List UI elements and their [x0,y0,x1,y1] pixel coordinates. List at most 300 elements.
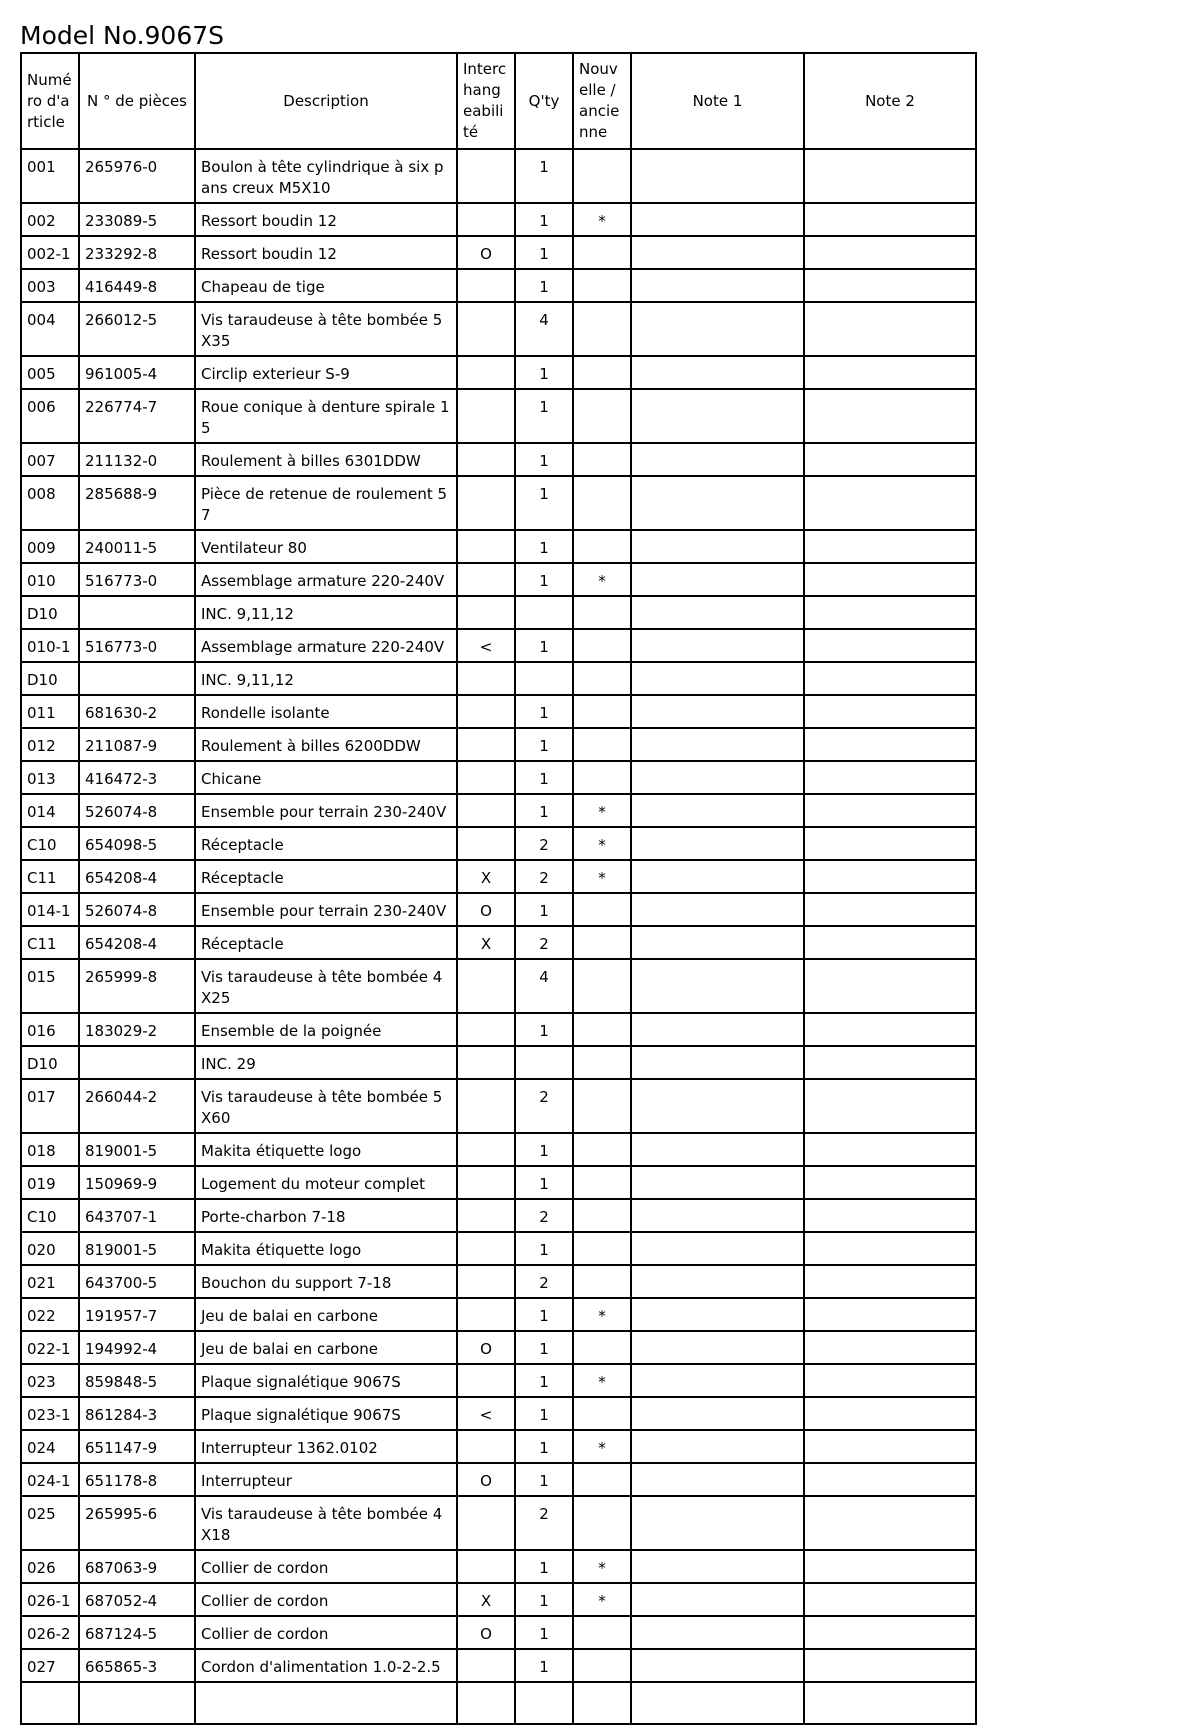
cell-new-old [573,356,631,389]
cell-description: Chapeau de tige [195,269,457,302]
cell-note1 [631,893,804,926]
cell-interchangeability [457,596,515,629]
cell-description: Jeu de balai en carbone [195,1331,457,1364]
cell-description: Roulement à billes 6200DDW [195,728,457,761]
cell-interchangeability [457,1265,515,1298]
cell-item-no: 007 [21,443,79,476]
table-row [21,695,976,728]
cell-qty: 1 [515,1583,573,1616]
cell-note1 [631,1463,804,1496]
cell-item-no: 023 [21,1364,79,1397]
cell-note1 [631,1430,804,1463]
cell-description: Ensemble pour terrain 230-240V [195,893,457,926]
table-row [21,389,976,443]
cell-part-no: 526074-8 [79,794,195,827]
cell-item-no: 001 [21,149,79,203]
cell-note1 [631,629,804,662]
cell-interchangeability: O [457,1331,515,1364]
cell-note1 [631,356,804,389]
cell-note1 [631,959,804,1013]
cell-note1 [631,1133,804,1166]
cell-note1 [631,1166,804,1199]
cell-note1 [631,662,804,695]
header-part-no: N ° de pièces [79,53,195,149]
cell-note1 [631,149,804,203]
cell-note2 [804,389,976,443]
table-row [21,1616,976,1649]
cell-part-no: 819001-5 [79,1133,195,1166]
cell-note2 [804,563,976,596]
cell-new-old [573,530,631,563]
cell-new-old [573,1616,631,1649]
cell-part-no: 643700-5 [79,1265,195,1298]
cell-new-old [573,1199,631,1232]
cell-interchangeability [457,1013,515,1046]
parts-table [20,52,977,1725]
header-row [21,53,976,149]
cell-item-no: 014 [21,794,79,827]
table-row [21,1079,976,1133]
cell-item-no: 025 [21,1496,79,1550]
cell-note2 [804,695,976,728]
parts-body [21,149,976,1724]
cell-part-no: 211132-0 [79,443,195,476]
cell-part-no: 416472-3 [79,761,195,794]
cell-description: INC. 29 [195,1046,457,1079]
cell-qty [515,662,573,695]
cell-item-no: 002-1 [21,236,79,269]
cell-note2 [804,1265,976,1298]
page-title: Model No.9067S [20,21,225,50]
cell-interchangeability [457,1496,515,1550]
cell-interchangeability: O [457,236,515,269]
cell-qty: 1 [515,149,573,203]
cell-note2 [804,1463,976,1496]
cell-new-old: * [573,794,631,827]
cell-new-old [573,1166,631,1199]
table-row [21,1046,976,1079]
cell-description: Logement du moteur complet [195,1166,457,1199]
cell-note1 [631,695,804,728]
cell-interchangeability [457,269,515,302]
cell-item-no: 006 [21,389,79,443]
cell-part-no: 654208-4 [79,860,195,893]
cell-new-old [573,149,631,203]
cell-qty: 1 [515,203,573,236]
cell-description: Plaque signalétique 9067S [195,1364,457,1397]
cell-interchangeability [457,959,515,1013]
cell-note1 [631,1397,804,1430]
cell-qty: 1 [515,1232,573,1265]
cell-note2 [804,1550,976,1583]
table-row [21,203,976,236]
cell-note1 [631,530,804,563]
cell-description: Plaque signalétique 9067S [195,1397,457,1430]
cell-interchangeability [457,1166,515,1199]
cell-new-old [573,761,631,794]
cell-new-old [573,926,631,959]
cell-item-no: 015 [21,959,79,1013]
cell-note1 [631,269,804,302]
cell-interchangeability: < [457,1397,515,1430]
cell-description: Collier de cordon [195,1616,457,1649]
cell-qty: 2 [515,827,573,860]
cell-item-no: 010-1 [21,629,79,662]
cell-part-no: 516773-0 [79,629,195,662]
table-row [21,1133,976,1166]
cell-note1 [631,1616,804,1649]
cell-description: Rondelle isolante [195,695,457,728]
cell-new-old [573,893,631,926]
cell-note1 [631,389,804,443]
cell-note1 [631,794,804,827]
header-qty: Q'ty [515,53,573,149]
cell-note1 [631,1046,804,1079]
cell-qty: 1 [515,236,573,269]
cell-qty: 2 [515,1265,573,1298]
cell-interchangeability: X [457,926,515,959]
cell-item-no: 024-1 [21,1463,79,1496]
cell-note1 [631,1079,804,1133]
table-row [21,443,976,476]
cell-interchangeability [457,389,515,443]
table-row [21,1232,976,1265]
cell-interchangeability [457,1364,515,1397]
header-description: Description [195,53,457,149]
cell-interchangeability [457,476,515,530]
cell-item-no: 027 [21,1649,79,1682]
cell-description: Roue conique à denture spirale 15 [195,389,457,443]
cell-qty [515,1046,573,1079]
cell-description: Assemblage armature 220-240V [195,629,457,662]
cell-part-no: 654208-4 [79,926,195,959]
cell-new-old: * [573,1430,631,1463]
cell-interchangeability [457,794,515,827]
cell-qty: 1 [515,530,573,563]
cell-item-no: 010 [21,563,79,596]
cell-qty: 1 [515,1364,573,1397]
cell-interchangeability [457,695,515,728]
cell-new-old: * [573,860,631,893]
cell-part-no: 516773-0 [79,563,195,596]
cell-item-no: C10 [21,827,79,860]
header-item-no: Numéro d'article [21,53,79,149]
table-row [21,827,976,860]
cell-description: Vis taraudeuse à tête bombée 5X35 [195,302,457,356]
cell-note2 [804,530,976,563]
cell-note2 [804,1397,976,1430]
cell-part-no: 266044-2 [79,1079,195,1133]
cell-qty: 1 [515,443,573,476]
cell-new-old [573,596,631,629]
cell-note2 [804,629,976,662]
table-row [21,356,976,389]
cell-item-no: 020 [21,1232,79,1265]
cell-description: INC. 9,11,12 [195,662,457,695]
cell-qty: 1 [515,1397,573,1430]
cell-empty [21,1682,79,1724]
cell-note2 [804,959,976,1013]
table-row [21,1364,976,1397]
cell-description: Cordon d'alimentation 1.0-2-2.5 [195,1649,457,1682]
cell-note1 [631,302,804,356]
cell-note2 [804,1649,976,1682]
cell-new-old [573,728,631,761]
cell-description: INC. 9,11,12 [195,596,457,629]
cell-interchangeability [457,1649,515,1682]
cell-note2 [804,1133,976,1166]
cell-note1 [631,1364,804,1397]
table-row [21,1583,976,1616]
cell-interchangeability [457,530,515,563]
cell-description: Ensemble pour terrain 230-240V [195,794,457,827]
cell-qty: 1 [515,563,573,596]
cell-item-no: 024 [21,1430,79,1463]
cell-note1 [631,1550,804,1583]
cell-interchangeability: O [457,893,515,926]
cell-item-no: 016 [21,1013,79,1046]
cell-part-no: 226774-7 [79,389,195,443]
cell-note2 [804,1046,976,1079]
cell-qty: 2 [515,1079,573,1133]
cell-part-no: 240011-5 [79,530,195,563]
cell-item-no: 026-1 [21,1583,79,1616]
cell-description: Jeu de balai en carbone [195,1298,457,1331]
cell-interchangeability [457,662,515,695]
cell-note1 [631,728,804,761]
cell-item-no: 022 [21,1298,79,1331]
table-row [21,1496,976,1550]
cell-part-no: 194992-4 [79,1331,195,1364]
cell-note1 [631,563,804,596]
cell-note2 [804,860,976,893]
cell-part-no: 651178-8 [79,1463,195,1496]
cell-part-no [79,662,195,695]
table-row [21,563,976,596]
cell-qty: 1 [515,1013,573,1046]
cell-qty: 2 [515,1199,573,1232]
cell-note1 [631,1265,804,1298]
cell-note2 [804,356,976,389]
cell-qty: 2 [515,860,573,893]
cell-description: Makita étiquette logo [195,1133,457,1166]
cell-qty: 1 [515,728,573,761]
cell-note2 [804,269,976,302]
table-row [21,959,976,1013]
cell-note1 [631,596,804,629]
cell-note2 [804,149,976,203]
cell-note2 [804,893,976,926]
cell-note2 [804,1298,976,1331]
cell-qty: 1 [515,269,573,302]
cell-note1 [631,1013,804,1046]
cell-description: Chicane [195,761,457,794]
cell-new-old [573,1013,631,1046]
cell-qty: 1 [515,893,573,926]
cell-interchangeability: O [457,1616,515,1649]
table-row [21,1199,976,1232]
cell-description: Boulon à tête cylindrique à six pans creux M5X10 [195,149,457,203]
cell-description: Assemblage armature 220-240V [195,563,457,596]
cell-description: Ressort boudin 12 [195,203,457,236]
cell-description: Ressort boudin 12 [195,236,457,269]
cell-part-no: 687052-4 [79,1583,195,1616]
cell-new-old [573,389,631,443]
cell-empty [79,1682,195,1724]
cell-description: Collier de cordon [195,1583,457,1616]
cell-part-no: 681630-2 [79,695,195,728]
cell-qty: 1 [515,794,573,827]
header-interchangeability: Interchangeabilité [457,53,515,149]
cell-new-old [573,1331,631,1364]
cell-note2 [804,728,976,761]
cell-part-no: 654098-5 [79,827,195,860]
table-row [21,794,976,827]
table-row [21,1166,976,1199]
header-note1: Note 1 [631,53,804,149]
cell-interchangeability [457,1046,515,1079]
cell-item-no: D10 [21,1046,79,1079]
table-row [21,530,976,563]
cell-interchangeability [457,1550,515,1583]
cell-note2 [804,1199,976,1232]
cell-description: Vis taraudeuse à tête bombée 4X18 [195,1496,457,1550]
cell-qty: 2 [515,926,573,959]
cell-description: Ensemble de la poignée [195,1013,457,1046]
cell-qty: 1 [515,389,573,443]
cell-empty [804,1682,976,1724]
cell-interchangeability [457,1079,515,1133]
cell-part-no: 861284-3 [79,1397,195,1430]
cell-item-no: 019 [21,1166,79,1199]
cell-qty: 1 [515,1550,573,1583]
table-row [21,1013,976,1046]
cell-description: Porte-charbon 7-18 [195,1199,457,1232]
cell-part-no: 651147-9 [79,1430,195,1463]
table-row [21,1550,976,1583]
cell-interchangeability [457,563,515,596]
cell-item-no: 013 [21,761,79,794]
cell-part-no: 265976-0 [79,149,195,203]
cell-new-old [573,629,631,662]
cell-part-no: 265999-8 [79,959,195,1013]
cell-description: Pièce de retenue de roulement 57 [195,476,457,530]
cell-note1 [631,1583,804,1616]
cell-part-no: 150969-9 [79,1166,195,1199]
cell-qty: 1 [515,476,573,530]
cell-note1 [631,761,804,794]
table-row [21,629,976,662]
cell-new-old: * [573,1550,631,1583]
cell-note1 [631,860,804,893]
table-row [21,761,976,794]
cell-description: Collier de cordon [195,1550,457,1583]
cell-new-old: * [573,827,631,860]
cell-new-old: * [573,1298,631,1331]
cell-note1 [631,1649,804,1682]
cell-qty: 1 [515,1298,573,1331]
cell-interchangeability [457,761,515,794]
cell-qty: 2 [515,1496,573,1550]
cell-item-no: 026 [21,1550,79,1583]
cell-note1 [631,1496,804,1550]
cell-note2 [804,596,976,629]
cell-qty: 4 [515,302,573,356]
cell-qty: 1 [515,1331,573,1364]
cell-note2 [804,1430,976,1463]
cell-note1 [631,827,804,860]
cell-qty: 1 [515,761,573,794]
cell-interchangeability: X [457,860,515,893]
cell-item-no: D10 [21,596,79,629]
cell-note1 [631,926,804,959]
table-row [21,893,976,926]
cell-item-no: 004 [21,302,79,356]
cell-note2 [804,761,976,794]
table-row [21,728,976,761]
cell-empty [195,1682,457,1724]
cell-item-no: 023-1 [21,1397,79,1430]
table-row [21,269,976,302]
cell-empty [631,1682,804,1724]
cell-interchangeability [457,356,515,389]
table-row [21,926,976,959]
cell-new-old: * [573,1364,631,1397]
cell-part-no: 526074-8 [79,893,195,926]
table-row [21,149,976,203]
cell-new-old [573,1397,631,1430]
cell-interchangeability [457,443,515,476]
table-row [21,476,976,530]
cell-note1 [631,1232,804,1265]
cell-part-no: 183029-2 [79,1013,195,1046]
table-row [21,1397,976,1430]
cell-item-no: 009 [21,530,79,563]
cell-description: Bouchon du support 7-18 [195,1265,457,1298]
cell-part-no: 665865-3 [79,1649,195,1682]
table-row [21,662,976,695]
table-row [21,1430,976,1463]
cell-part-no [79,1046,195,1079]
cell-note1 [631,1199,804,1232]
cell-description: Interrupteur [195,1463,457,1496]
cell-part-no [79,596,195,629]
cell-note2 [804,1496,976,1550]
cell-part-no: 191957-7 [79,1298,195,1331]
cell-note2 [804,1331,976,1364]
cell-note1 [631,1298,804,1331]
cell-new-old [573,1649,631,1682]
cell-description: Réceptacle [195,926,457,959]
cell-part-no: 961005-4 [79,356,195,389]
cell-new-old [573,1046,631,1079]
cell-description: Réceptacle [195,860,457,893]
cell-interchangeability [457,728,515,761]
cell-new-old [573,1496,631,1550]
cell-item-no: 022-1 [21,1331,79,1364]
table-row [21,302,976,356]
cell-note2 [804,1166,976,1199]
table-row [21,860,976,893]
cell-interchangeability [457,1232,515,1265]
cell-part-no: 416449-8 [79,269,195,302]
cell-item-no: 008 [21,476,79,530]
cell-interchangeability: X [457,1583,515,1616]
cell-item-no: 021 [21,1265,79,1298]
cell-description: Réceptacle [195,827,457,860]
header-new-old: Nouvelle / ancienne [573,53,631,149]
cell-note1 [631,476,804,530]
